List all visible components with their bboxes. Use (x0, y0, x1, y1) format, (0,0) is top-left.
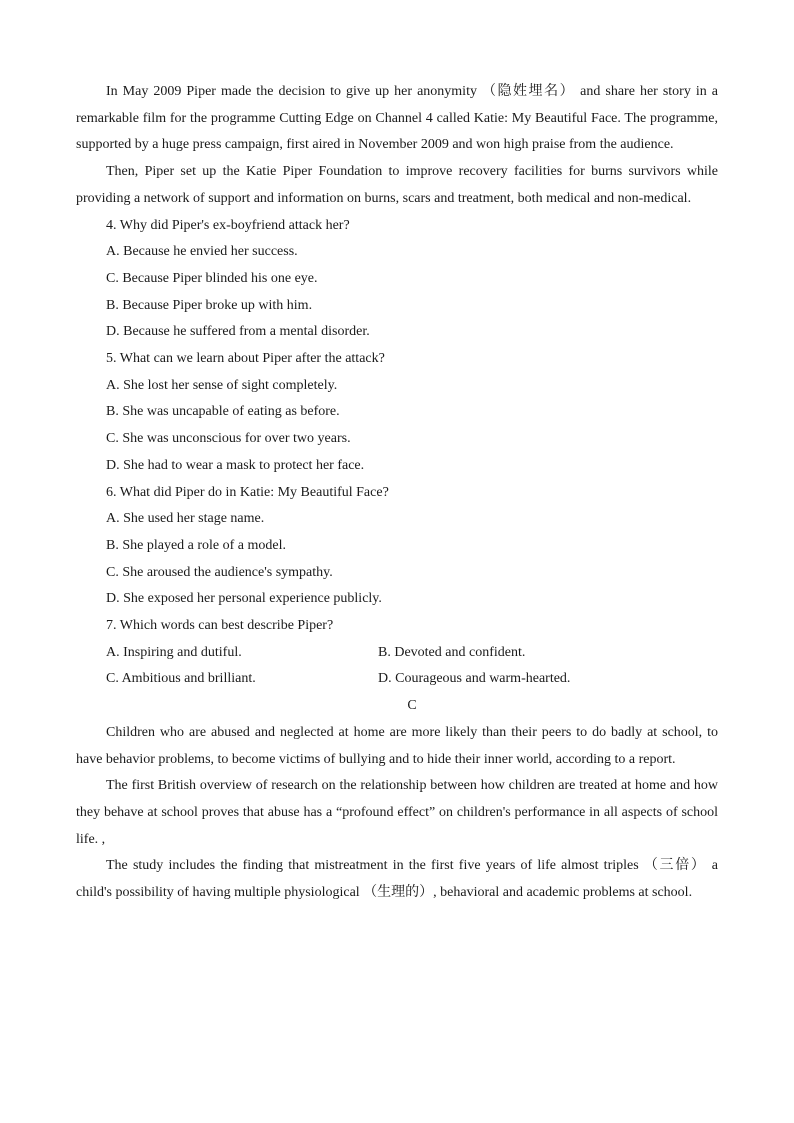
question-6 (76, 480, 718, 614)
question-6-option-a: A. She used her stage name. (106, 511, 265, 527)
passage-b-paragraph-1: In May 2009 Piper made the decision to give up her anonymity （隐姓埋名） and share her story in a remarkable film for the programme Cutting Edge on Channel 4 called Katie: My Beautiful Face. The programme, supported by a huge press campaign, first aired in November 2009 and won high praise from the audience. (76, 84, 718, 153)
question-7 (76, 613, 718, 693)
question-7-options-row-2 (76, 666, 718, 693)
question-4 (76, 213, 718, 347)
question-6-option-b: B. She played a role of a model. (106, 537, 287, 553)
section-c-paragraph-2: The first British overview of research on the relationship between how children are treated at home and how they behave at school proves that abuse has a “profound effect” on children's performance in all aspects of school life. , (76, 778, 718, 847)
question-4-option-b: B. Because Piper broke up with him. (106, 297, 313, 313)
question-7-option-d: D. Courageous and warm-hearted. (378, 671, 571, 687)
question-4-stem: 4. Why did Piper's ex-boyfriend attack her? (106, 217, 350, 233)
section-c-heading: C (407, 698, 417, 714)
question-5-stem: 5. What can we learn about Piper after the attack? (106, 351, 385, 367)
question-6-option-c: C. She aroused the audience's sympathy. (106, 564, 333, 580)
section-c-paragraph-1: Children who are abused and neglected at home are more likely than their peers to do badly at school, to have behavior problems, to become victims of bullying and to hide their inner world, according to a report. (76, 724, 718, 767)
question-7-option-a: A. Inspiring and dutiful. (106, 644, 242, 660)
document-page (76, 79, 718, 907)
question-7-stem: 7. Which words can best describe Piper? (106, 618, 334, 634)
passage-b-paragraph-2: Then, Piper set up the Katie Piper Foundation to improve recovery facilities for burns survivors while providing a network of support and information on burns, scars and treatment, both medical and non-medical. (76, 164, 718, 206)
section-c-paragraph-3: The study includes the finding that mistreatment in the first five years of life almost triples （三倍） a child's possibility of having multiple physiological （生理的）, behavioral and academic problems at school. (76, 858, 718, 901)
question-5-option-d: D. She had to wear a mask to protect her face. (106, 457, 365, 473)
question-5-option-c: C. She was unconscious for over two years. (106, 431, 351, 447)
question-7-options-row-1 (76, 640, 718, 667)
question-5-option-a: A. She lost her sense of sight completely. (106, 377, 338, 393)
question-4-option-c: C. Because Piper blinded his one eye. (106, 270, 318, 286)
question-7-option-b: B. Devoted and confident. (378, 644, 526, 660)
question-4-option-a: A. Because he envied her success. (106, 244, 298, 260)
question-5 (76, 346, 718, 480)
question-4-option-d: D. Because he suffered from a mental disorder. (106, 324, 370, 340)
question-5-option-b: B. She was uncapable of eating as before. (106, 404, 340, 420)
question-6-option-d: D. She exposed her personal experience publicly. (106, 591, 382, 607)
question-6-stem: 6. What did Piper do in Katie: My Beautiful Face? (106, 484, 389, 500)
question-7-option-c: C. Ambitious and brilliant. (106, 671, 256, 687)
